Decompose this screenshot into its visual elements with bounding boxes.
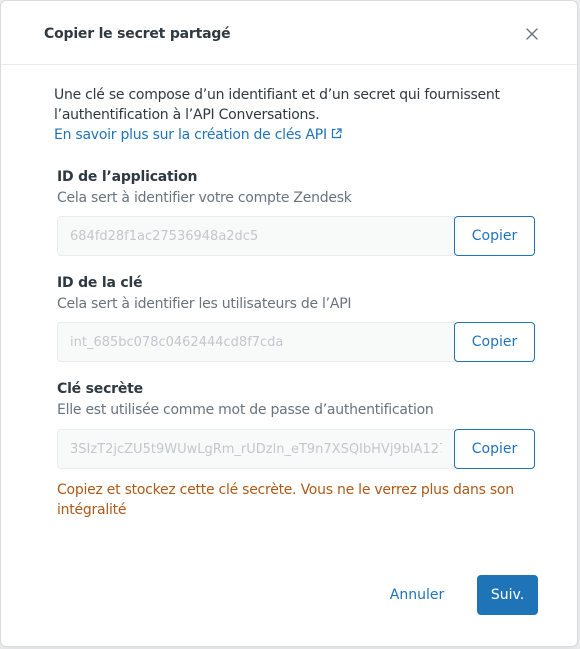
app-id-label: ID de l’application bbox=[57, 169, 198, 185]
secret-key-hint: Elle est utilisée comme mot de passe d’authentification bbox=[57, 402, 434, 418]
close-icon bbox=[526, 25, 538, 44]
key-id-field[interactable] bbox=[57, 322, 455, 362]
dialog-header bbox=[1, 1, 577, 65]
external-link-icon bbox=[327, 125, 342, 145]
copy-key-id-button[interactable]: Copier bbox=[454, 322, 535, 362]
next-button[interactable]: Suiv. bbox=[477, 575, 538, 615]
dialog-title: Copier le secret partagé bbox=[44, 26, 231, 42]
key-id-label: ID de la clé bbox=[57, 275, 143, 291]
app-id-field[interactable] bbox=[57, 216, 455, 256]
learn-more-link[interactable] bbox=[54, 125, 342, 145]
key-id-hint: Cela sert à identifier les utilisateurs de l’API bbox=[57, 296, 352, 312]
app-id-hint: Cela sert à identifier votre compte Zendesk bbox=[57, 190, 352, 206]
cancel-button[interactable]: Annuler bbox=[379, 575, 455, 615]
copy-secret-button[interactable]: Copier bbox=[454, 429, 535, 469]
secret-key-field[interactable] bbox=[57, 429, 455, 469]
copy-app-id-button[interactable]: Copier bbox=[454, 216, 535, 256]
intro-text: Une clé se compose d’un identifiant et d’un secret qui fournissent l’authentification à l’API Conversations. bbox=[54, 87, 500, 123]
secret-key-label: Clé secrète bbox=[57, 381, 143, 397]
secret-warning-text: Copiez et stockez cette clé secrète. Vous ne le verrez plus dans son intégralité bbox=[57, 482, 514, 518]
learn-more-link-label: En savoir plus sur la création de clés API bbox=[54, 127, 327, 143]
close-button[interactable] bbox=[517, 21, 547, 47]
